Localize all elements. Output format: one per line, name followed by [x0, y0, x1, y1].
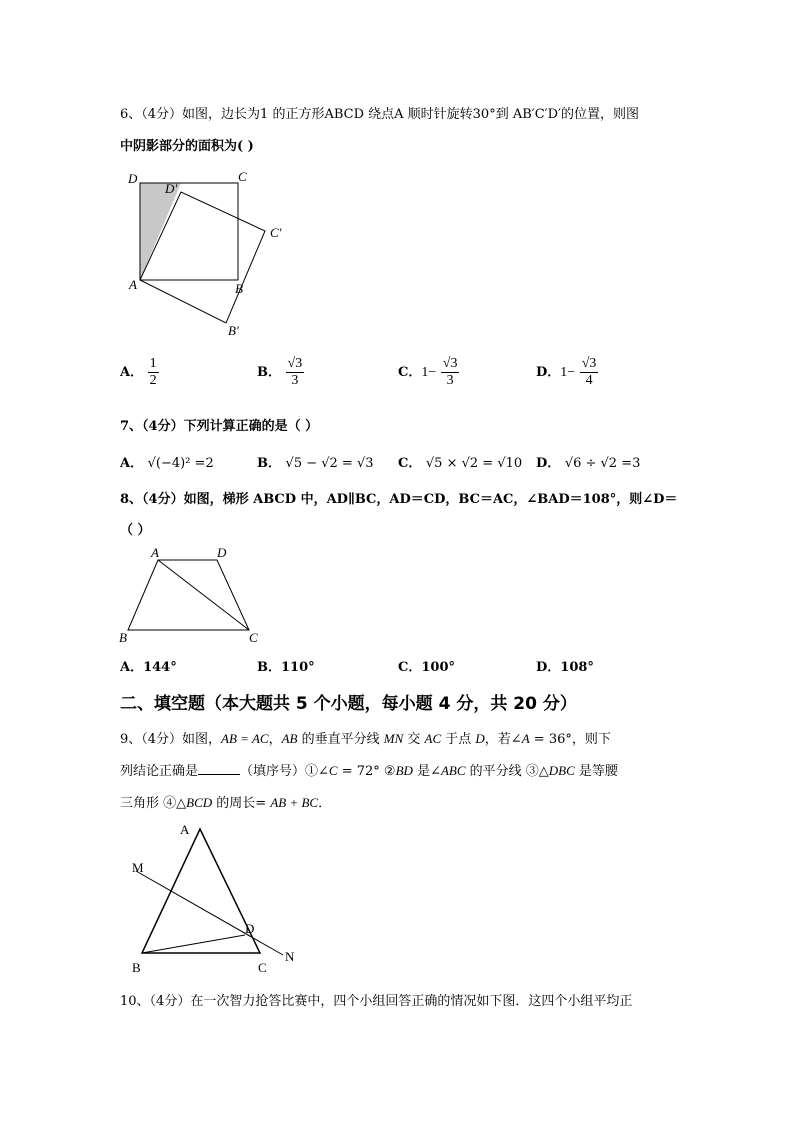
section2-title: 二、填空题（本大题共 5 个小题，每小题 4 分，共 20 分）	[120, 694, 577, 714]
q8-option-a[interactable]: A．144°	[120, 660, 177, 675]
q6-label-cp: C′	[270, 225, 282, 240]
q6-option-a[interactable]: A． $\frac{1}{2}$	[120, 356, 157, 388]
q6-label-bp: B′	[228, 323, 239, 338]
q6-label-dp: D′	[165, 181, 178, 196]
q9-label-m: M	[132, 860, 144, 875]
q6-label-c: C	[238, 169, 247, 184]
q8-label-a: A	[151, 545, 159, 560]
q7-option-d[interactable]: D． √6 ÷ √2 =3	[536, 456, 641, 471]
q8-label-c: C	[249, 630, 258, 645]
q8-option-c[interactable]: C．100°	[398, 660, 455, 675]
q7-option-c[interactable]: C． √5 × √2 = √10	[398, 456, 523, 471]
q8-figure	[115, 542, 275, 647]
q8-option-d[interactable]: D．108°	[536, 660, 594, 675]
q9-label-d: D	[245, 921, 255, 936]
q9-line-mn	[136, 871, 283, 955]
q9-label-a: A	[180, 822, 190, 837]
q9-triangle	[142, 829, 260, 953]
q6-label-d: D	[128, 171, 138, 186]
q7-option-b[interactable]: B． √5 − √2 = √3	[257, 456, 374, 471]
q8-trapezoid	[128, 560, 249, 630]
q6-shaded-region	[140, 183, 181, 280]
q8-label-d: D	[217, 545, 227, 560]
q8-diagonal-ac	[158, 560, 249, 630]
q7-option-a[interactable]: A． √(−4)² =2	[120, 456, 214, 471]
q8-option-b[interactable]: B．110°	[257, 660, 315, 675]
q6-option-b[interactable]: B． $\frac{√3}{3}$	[257, 356, 303, 388]
q8-label-b: B	[119, 630, 127, 645]
q9-label-c: C	[258, 960, 267, 975]
q9-stem-line2: 列结论正确是 （填序号）①∠C = 72° ②BD 是∠ABC 的平分线 ③△DBC 是等腰	[120, 763, 618, 779]
q9-figure	[118, 815, 313, 980]
q8-stem-line2: （ ）	[120, 523, 151, 538]
q9-segment-bd	[142, 935, 245, 953]
q8-stem-line1: 8、（4分）如图，梯形 ABCD 中，AD∥BC，AD＝CD，BC＝AC，∠BAD＝108°，则∠D＝	[120, 492, 678, 507]
q6-label-a: A	[129, 277, 137, 292]
q6-stem-line2: 中阴影部分的面积为( )	[120, 139, 254, 154]
q7-stem: 7、（4分）下列计算正确的是（ ）	[120, 419, 319, 434]
q6-figure	[120, 165, 310, 345]
q9-label-n: N	[285, 949, 295, 964]
q9-label-b: B	[132, 960, 141, 975]
q6-option-d[interactable]: D．1− $\frac{√3}{4}$	[536, 356, 597, 388]
q9-stem-line3: 三角形 ④△BCD 的周长= AB + BC．	[120, 795, 332, 811]
q6-option-c[interactable]: C．1− $\frac{√3}{3}$	[398, 356, 458, 388]
q10-stem-line1: 10、（4分）在一次智力抢答比赛中，四个小组回答正确的情况如下图．这四个小组平均正	[120, 994, 633, 1009]
q9-stem-line1: 9、（4分）如图，AB = AC，AB 的垂直平分线 MN 交 AC 于点 D，若∠A = 36°，则下	[120, 731, 611, 747]
q9-answer-blank[interactable]	[198, 774, 240, 775]
q6-label-b: B	[235, 281, 243, 296]
q6-stem-line1: 6、（4分）如图，边长为1 的正方形ABCD 绕点A 顺时针旋转30°到 AB′C′D′的位置，则图	[120, 107, 639, 122]
